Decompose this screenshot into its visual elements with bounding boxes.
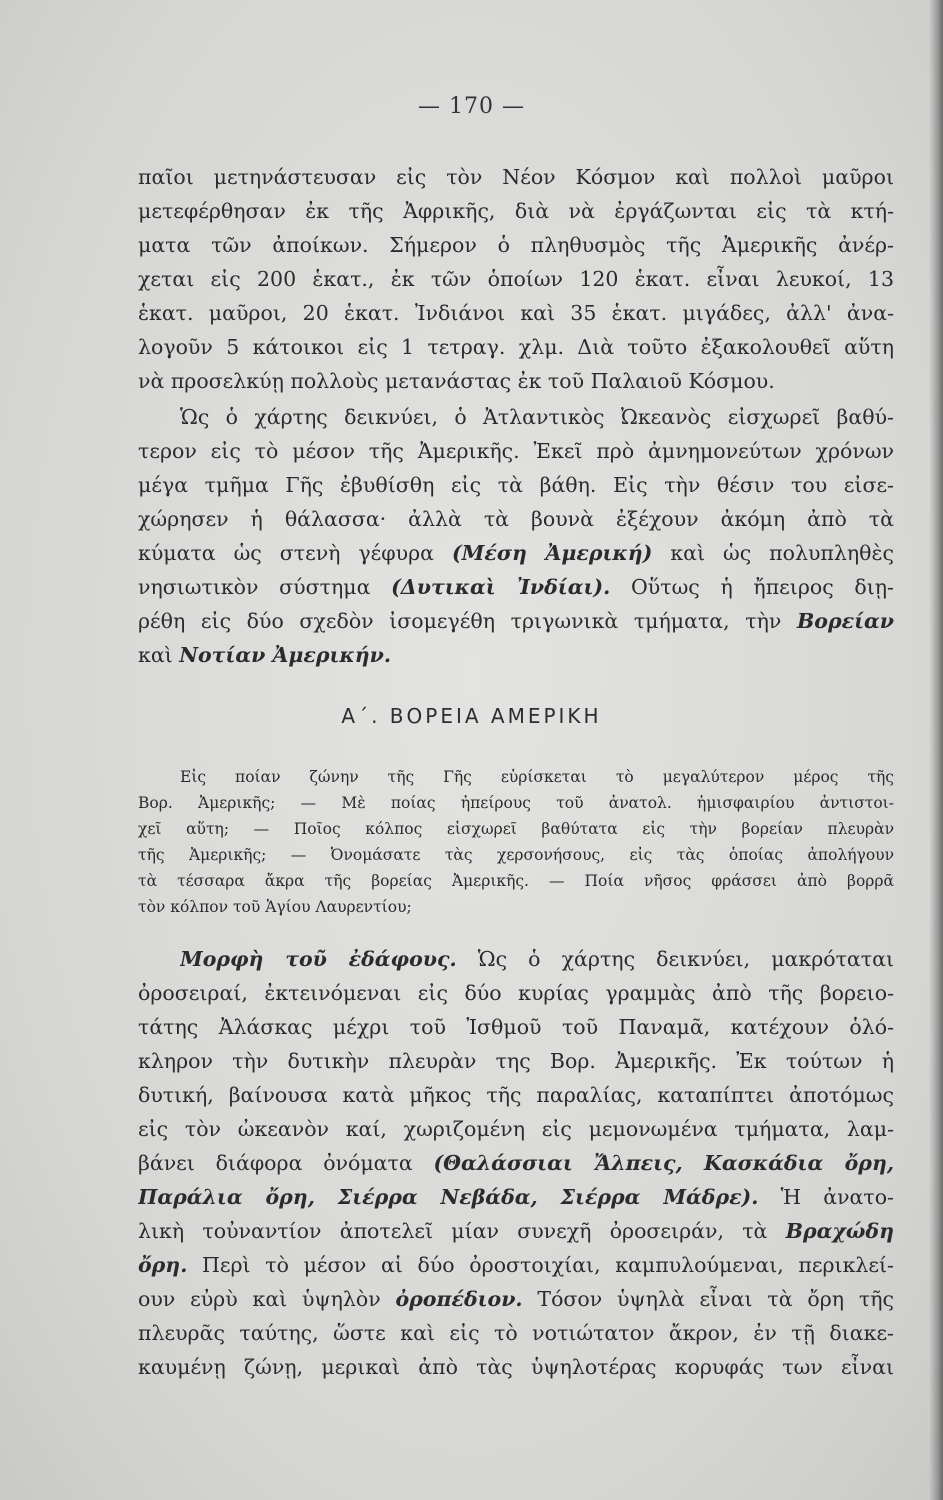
text-line: ὀροσειραί, ἐκτεινόμεναι εἰς δύο κυρίας γραμμὰς ἀπὸ τῆς βορειο-: [138, 981, 894, 1005]
question-line: Βορ. Ἀμερικῆς; — Μὲ ποίας ἠπείρους τοῦ ἀνατολ. ἡμισφαιρίου ἀντιστοι-: [138, 794, 894, 812]
text-line: χεται εἰς 200 ἑκατ., ἐκ τῶν ὁποίων 120 ἑκατ. εἶναι λευκοί, 13: [138, 267, 894, 291]
text-line: λογοῦν 5 κάτοικοι εἰς 1 τετραγ. χλμ. Διὰ τοῦτο ἐξακολουθεῖ αὕτη: [138, 335, 894, 359]
text-line: εἰς τὸν ὠκεανὸν καί, χωριζομένη εἰς μεμονωμένα τμήματα, λαμ-: [138, 1117, 894, 1141]
term-rocky-mountains: ὄρη.: [138, 1253, 188, 1277]
text-span: κύματα ὡς στενὴ γέφυρα: [138, 541, 452, 565]
term-mountain-names: Παράλια ὄρη, Σιέρρα Νεβάδα, Σιέρρα Μάδρε).: [138, 1185, 759, 1209]
text-line: μέγα τμῆμα Γῆς ἐβυθίσθη εἰς τὰ βάθη. Εἰς τὴν θέσιν του εἰσε-: [138, 473, 894, 497]
text-span: Τόσον ὑψηλὰ εἶναι τὰ ὄρη τῆς: [522, 1287, 894, 1311]
text-line: [138, 1282, 894, 1316]
text-line: [180, 942, 894, 976]
page-number: — 170 —: [418, 94, 525, 119]
text-span: λικὴ τοὐναντίον ἀποτελεῖ μίαν συνεχῆ ὀροσειράν, τὰ: [138, 1219, 786, 1243]
text-line: [138, 536, 894, 570]
question-line: τῆς Ἀμερικῆς; — Ὀνομάσατε τὰς χερσονήσους, εἰς τὰς ὁποίας ἀπολήγουν: [138, 846, 894, 864]
text-line: μετεφέρθησαν ἐκ τῆς Ἀφρικῆς, διὰ νὰ ἐργάζωνται εἰς τὰ κτή-: [138, 199, 894, 223]
text-line: [138, 604, 894, 638]
text-line: πλευρᾶς ταύτης, ὥστε καὶ εἰς τὸ νοτιώτατον ἄκρον, ἐν τῇ διακε-: [138, 1321, 894, 1345]
text-line: ἑκατ. μαῦροι, 20 ἑκατ. Ἰνδιάνοι καὶ 35 ἑκατ. μιγάδες, ἀλλ' ἀνα-: [138, 301, 894, 325]
term-central-america: (Μέση Ἀμερική): [451, 541, 653, 565]
text-line: [138, 1146, 894, 1180]
text-line: παῖοι μετηνάστευσαν εἰς τὸν Νέον Κόσμον καὶ πολλοὶ μαῦροι: [138, 165, 894, 189]
term-mountain-names: (Θαλάσσιαι Ἄλπεις, Κασκάδια ὄρη,: [433, 1151, 894, 1175]
text-line: τάτης Ἀλάσκας μέχρι τοῦ Ἰσθμοῦ τοῦ Παναμᾶ, κατέχουν ὁλό-: [138, 1015, 894, 1039]
text-line: [138, 1214, 894, 1248]
text-span: Οὕτως ἡ ἤπειρος διῃ-: [610, 575, 894, 599]
text-line: Ὡς ὁ χάρτης δεικνύει, ὁ Ἀτλαντικὸς Ὠκεανὸς εἰσχωρεῖ βαθύ-: [180, 405, 894, 429]
text-line: [138, 1248, 894, 1282]
text-line: καυμένῃ ζώνῃ, μερικαὶ ἀπὸ τὰς ὑψηλοτέρας κορυφάς των εἶναι: [138, 1355, 894, 1379]
text-line: [138, 570, 894, 604]
term-plateau: ὀροπέδιον.: [395, 1287, 523, 1311]
section-heading: Α΄. ΒΟΡΕΙΑ ΑΜΕΡΙΚΗ: [341, 704, 602, 728]
text-line: δυτική, βαίνουσα κατὰ μῆκος τῆς παραλίας, καταπίπτει ἀποτόμως: [138, 1083, 894, 1107]
page-edge-shadow: [929, 0, 943, 1500]
question-line: τὰ τέσσαρα ἄκρα τῆς βορείας Ἀμερικῆς. — Ποία νῆσος φράσσει ἀπὸ βορρᾶ: [138, 872, 894, 890]
text-span: ουν εὐρὺ καὶ ὑψηλὸν: [138, 1287, 396, 1311]
subheading-terrain: Μορφὴ τοῦ ἐδάφους.: [180, 947, 457, 971]
text-span: Ὡς ὁ χάρτης δεικνύει, μακρόταται: [456, 947, 894, 971]
question-line: Εἰς ποίαν ζώνην τῆς Γῆς εὑρίσκεται τὸ μεγαλύτερον μέρος τῆς: [180, 768, 894, 786]
text-line: νὰ προσελκύῃ πολλοὺς μετανάστας ἐκ τοῦ Παλαιοῦ Κόσμου.: [138, 369, 775, 393]
text-span: καὶ ὡς πολυπληθὲς: [652, 541, 894, 565]
text-span: Ἡ ἀνατο-: [758, 1185, 894, 1209]
text-line: κληρον τὴν δυτικὴν πλευρὰν της Βορ. Ἀμερικῆς. Ἐκ τούτων ἡ: [138, 1049, 894, 1073]
text-line: [138, 638, 894, 672]
text-line: τερον εἰς τὸ μέσον τῆς Ἀμερικῆς. Ἐκεῖ πρὸ ἀμνημονεύτων χρόνων: [138, 439, 894, 463]
term-north: Βορείαν: [796, 609, 894, 633]
text-span: Περὶ τὸ μέσον αἱ δύο ὀροστοιχίαι, καμπυλούμεναι, περικλεί-: [187, 1253, 894, 1277]
term-south-america: Νοτίαν Ἀμερικήν.: [179, 643, 392, 667]
text-line: ματα τῶν ἀποίκων. Σήμερον ὁ πληθυσμὸς τῆς Ἀμερικῆς ἀνέρ-: [138, 233, 894, 257]
question-line: τὸν κόλπον τοῦ Ἁγίου Λαυρεντίου;: [138, 898, 412, 916]
term-rocky-mountains: Βραχώδη: [785, 1219, 894, 1243]
text-span: νησιωτικὸν σύστημα: [138, 575, 392, 599]
text-span: καὶ: [138, 643, 180, 667]
text-span: ρέθη εἰς δύο σχεδὸν ἰσομεγέθη τριγωνικὰ τμήματα, τὴν: [138, 609, 797, 633]
text-line: [138, 1180, 894, 1214]
text-line: χώρησεν ἡ θάλασσα· ἀλλὰ τὰ βουνὰ ἐξέχουν ἀκόμη ἀπὸ τὰ: [138, 507, 894, 531]
text-span: βάνει διάφορα ὀνόματα: [138, 1151, 434, 1175]
term-west-indies: (Δυτικαὶ Ἰνδίαι).: [391, 575, 611, 599]
question-line: χεῖ αὕτη; — Ποῖος κόλπος εἰσχωρεῖ βαθύτατα εἰς τὴν βορείαν πλευρὰν: [138, 820, 894, 838]
